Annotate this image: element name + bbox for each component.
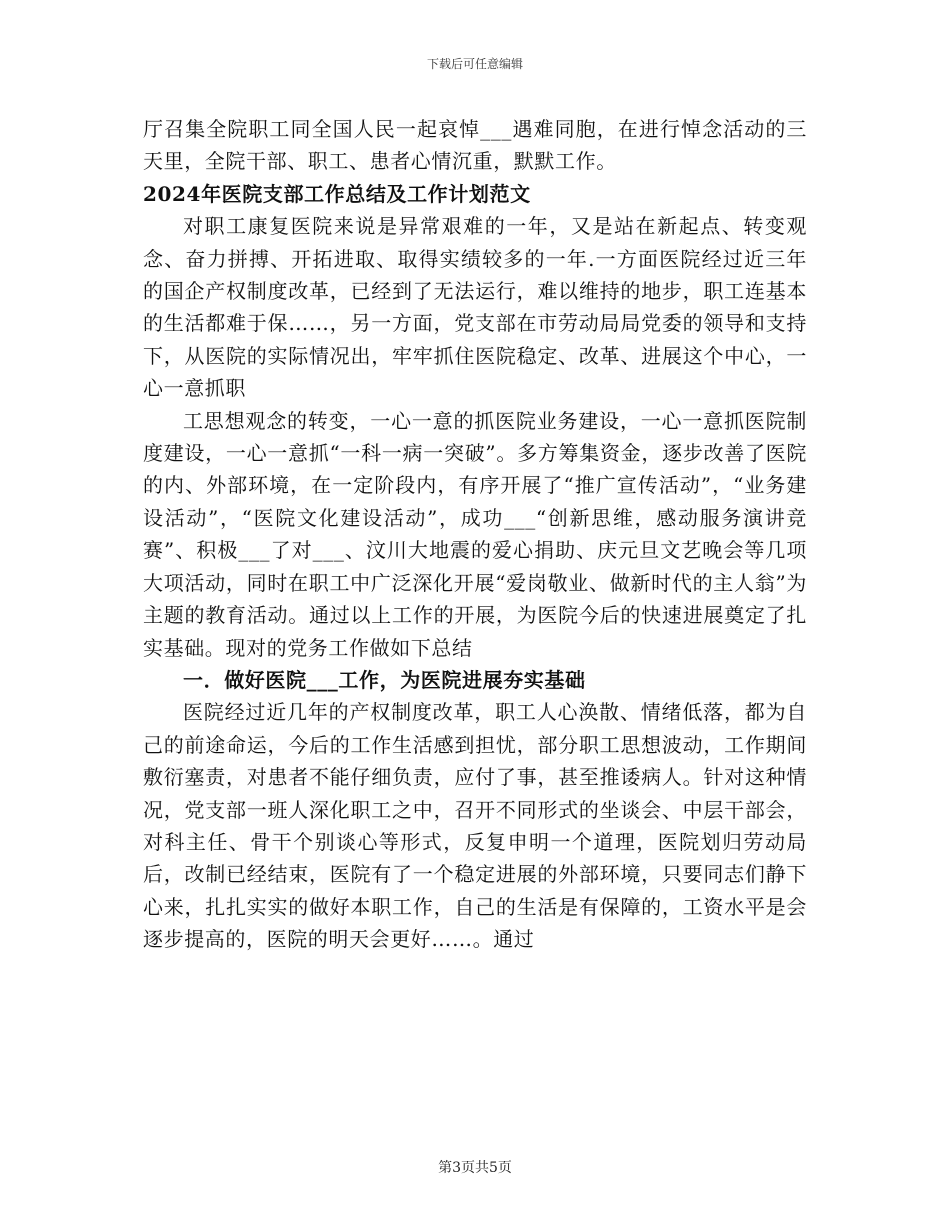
paragraph-3: 医院经过近几年的产权制度改革，职工人心涣散、情绪低落，都为自己的前途命运，今后的工作生活感到担忧，部分职工思想波动，工作期间敷衍塞责，对患者不能仔细负责，应付了事，甚至推诿病人。针对这种情况，党支部一班人深化职工之中，召开不同形式的坐谈会、中层干部会，对科主任、骨干个别谈心等形式，反复申明一个道理，医院划归劳动局后，改制已经结束，医院有了一个稳定进展的外部环境，只要同志们静下心来，扎扎实实的做好本职工作，自己的生活是有保障的，工资水平是会逐步提高的，医院的明天会更好……。通过	[143, 700, 807, 952]
document-title: 2024年医院支部工作总结及工作计划范文	[143, 181, 531, 206]
section-heading-1: 一．做好医院___工作，为医院进展夯实基础	[183, 667, 586, 692]
page-number: 第3页共5页	[438, 1160, 512, 1176]
page-header-note: 下载后可任意编辑	[426, 57, 523, 71]
paragraph-1: 对职工康复医院来说是异常艰难的一年，又是站在新起点、转变观念、奋力拼搏、开拓进取、取得实绩较多的一年.一方面医院经过近三年的国企产权制度改革，已经到了无法运行，难以维持的地步，职工连基本的生活都难于保……，另一方面，党支部在市劳动局局党委的领导和支持下，从医院的实际情况出，牢牢抓住医院稳定、改革、进展这个中心，一心一意抓职	[143, 214, 807, 401]
paragraph-2: 工思想观念的转变，一心一意的抓医院业务建设，一心一意抓医院制度建设，一心一意抓“一科一病一突破”。多方筹集资金，逐步改善了医院的内、外部环境，在一定阶段内，有序开展了“推广宣传活动”，“业务建设活动”，“医院文化建设活动”，成功___“创新思维，感动服务演讲竞赛”、积极___了对___、汶川大地震的爱心捐助、庆元旦文艺晚会等几项大项活动，同时在职工中广泛深化开展“爱岗敬业、做新时代的主人翁”为主题的教育活动。通过以上工作的开展，为医院今后的快速进展奠定了扎实基础。现对的党务工作做如下总结	[143, 408, 807, 660]
document-body	[143, 113, 807, 956]
intro-paragraph: 厅召集全院职工同全国人民一起哀悼___遇难同胞，在进行悼念活动的三天里，全院干部、职工、患者心情沉重，默默工作。	[143, 117, 807, 174]
